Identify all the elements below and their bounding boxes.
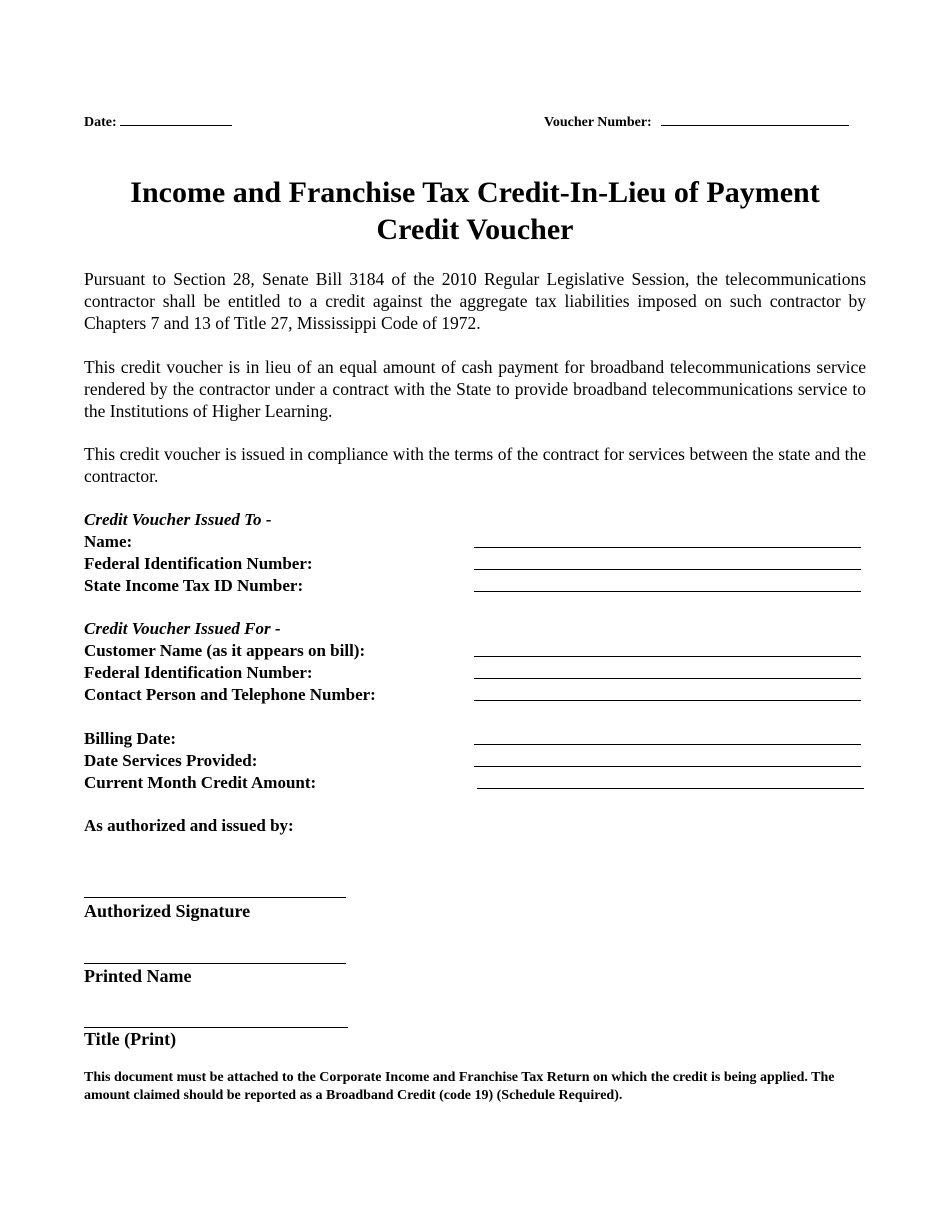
title-print-label: Title (Print) bbox=[84, 1029, 177, 1049]
field-row-date-services bbox=[84, 750, 866, 772]
issued-for-heading bbox=[84, 618, 866, 640]
voucher-number-input-line[interactable] bbox=[661, 113, 849, 126]
field-input-line[interactable] bbox=[474, 569, 861, 570]
paragraph-compliance: This credit voucher is issued in compliance with the terms of the contract for services between the state and the contractor. bbox=[84, 444, 866, 486]
field-label: Contact Person and Telephone Number: bbox=[84, 685, 376, 704]
field-row-credit-amount bbox=[84, 772, 866, 794]
field-input-line[interactable] bbox=[474, 678, 861, 679]
field-row-name bbox=[84, 531, 866, 553]
field-label: Name: bbox=[84, 532, 133, 551]
field-label: Billing Date: bbox=[84, 729, 177, 748]
field-label: Customer Name (as it appears on bill): bbox=[84, 641, 366, 660]
field-input-line[interactable] bbox=[474, 744, 861, 745]
field-input-line[interactable] bbox=[474, 766, 861, 767]
field-input-line[interactable] bbox=[477, 788, 864, 789]
field-row-federal-id bbox=[84, 553, 866, 575]
authorization-heading-text: As authorized and issued by: bbox=[84, 816, 294, 835]
voucher-number-label: Voucher Number: bbox=[544, 115, 652, 130]
issued-to-heading-text: Credit Voucher Issued To bbox=[84, 510, 262, 529]
date-field bbox=[84, 113, 232, 131]
printed-name-line[interactable] bbox=[84, 963, 346, 964]
issued-for-heading-text: Credit Voucher Issued For bbox=[84, 619, 271, 638]
signature-label: Authorized Signature bbox=[84, 901, 251, 921]
field-label: Date Services Provided: bbox=[84, 751, 258, 770]
signature-line[interactable] bbox=[84, 897, 346, 898]
dash: - bbox=[261, 510, 272, 529]
printed-name-label: Printed Name bbox=[84, 966, 192, 986]
field-row-billing-date bbox=[84, 728, 866, 750]
page-title bbox=[60, 174, 890, 248]
title-line[interactable] bbox=[84, 1027, 348, 1028]
paragraph-legal-basis: Pursuant to Section 28, Senate Bill 3184 of the 2010 Regular Legislative Session, the telecommunications contractor shall be entitled to a credit against the aggregate tax liabilities imposed on such contractor by Chapters 7 and 13 of Title 27, Mississippi Code of 1972. bbox=[84, 269, 866, 333]
field-label: Current Month Credit Amount: bbox=[84, 773, 317, 792]
voucher-number-field bbox=[544, 113, 849, 131]
field-label: State Income Tax ID Number: bbox=[84, 576, 304, 595]
field-row-customer-federal-id bbox=[84, 662, 866, 684]
field-row-state-tax-id bbox=[84, 575, 866, 597]
title-line-1: Income and Franchise Tax Credit-In-Lieu of Payment bbox=[130, 176, 820, 209]
field-input-line[interactable] bbox=[474, 547, 861, 548]
field-label: Federal Identification Number: bbox=[84, 663, 313, 682]
field-row-contact-person bbox=[84, 684, 866, 706]
field-input-line[interactable] bbox=[474, 591, 861, 592]
date-input-line[interactable] bbox=[120, 113, 232, 126]
date-label: Date: bbox=[84, 115, 117, 130]
footer-note: This document must be attached to the Corporate Income and Franchise Tax Return on which the credit is being applied. The amount claimed should be reported as a Broadband Credit (code 19) (Schedule Required). bbox=[84, 1070, 835, 1103]
issued-to-heading bbox=[84, 509, 866, 531]
dash: - bbox=[270, 619, 281, 638]
field-row-customer-name bbox=[84, 640, 866, 662]
field-input-line[interactable] bbox=[474, 700, 861, 701]
authorization-heading bbox=[84, 815, 866, 837]
title-line-2: Credit Voucher bbox=[376, 213, 574, 246]
field-input-line[interactable] bbox=[474, 656, 861, 657]
paragraph-in-lieu: This credit voucher is in lieu of an equal amount of cash payment for broadband telecommunications service rendered by the contractor under a contract with the State to provide broadband telecommunications service to the Institutions of Higher Learning. bbox=[84, 357, 866, 421]
field-label: Federal Identification Number: bbox=[84, 554, 313, 573]
